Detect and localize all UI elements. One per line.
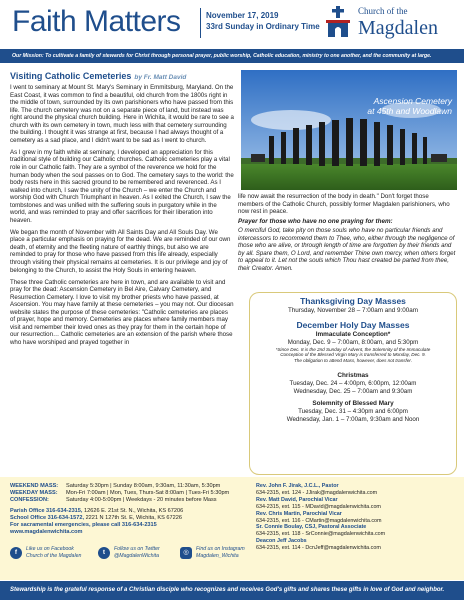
weekday-mass-row [10, 490, 229, 497]
article-continuation: life now await the resurrection of the body in death." Don't forget those members of the Catholic Church, possibly former Magdalen parishioners, who now rest in peace. [238, 193, 450, 216]
parish-office-label: Parish Office 316-634-2315, [10, 508, 83, 514]
ic-heading: Immaculate Conception* [315, 331, 391, 338]
instagram-line: Magdalen_Wichita [196, 552, 239, 559]
immaculate-conception-block [249, 331, 457, 363]
twitter-line: Follow us on Twitter [114, 546, 160, 552]
clergy-name: Rev. Chris Martin, Parochial Vicar [256, 510, 342, 517]
article-title-row [10, 71, 186, 83]
twitter-text [114, 546, 160, 559]
ic-times: Monday, Dec. 9 – 7:00am, 8:00am, and 5:30pm [287, 339, 419, 346]
weekend-mass-times: Saturday 5:30pm | Sunday 8:00am, 9:30am, 11:30am, 5:30pm [66, 483, 221, 489]
solemnity-mary-block [249, 400, 457, 423]
church-logo-icon [324, 6, 352, 38]
prayer-text: O merciful God, take pity on those souls who have no particular friends and intercessors to recommend them to Thee, who, either through the negligence of those who are alive, or through length of time are forgotten by their friends and by all. Spare them, O Lord, and remember Thine own mercy, when others forget to appeal to it. Let not the souls which Thou hast created be parted from thee, their Creator. Amen. [238, 227, 456, 272]
clergy-name: Deacon Jeff Jacobs [256, 538, 307, 545]
facebook-line: Church of the Magdalen [26, 552, 82, 559]
clergy-contact[interactable]: 634-2315, ext. 118 - SrConnie@magdalenwichita.com [256, 531, 386, 538]
mission-banner: Our Mission: To cultivate a family of stewards for Christ through personal prayer, public worship, Catholic education, ministry to one another, and the community at large. [0, 49, 464, 63]
article-byline: by Fr. Matt David [134, 74, 187, 81]
clergy-contact[interactable]: 634-2315, ext. 124 - JJirak@magdalenwichita.com [256, 489, 378, 496]
christmas-times: Wednesday, Dec. 25 – 7:00am and 9:30am [293, 387, 413, 395]
article-paragraph: As I grew in my faith while at seminary, I developed an appreciation for this traditional style of building our Catholic churches. Catholic cemeteries play a vital role in our Catholic faith. They are a symbol of the reverence we hold for the human body when the soul passes on to God. The cemetery says to the world: the body rests here in this sacred ground to be remembered and reverenced. As I walked into church, I saw the unity of the Church – we enter the Church and worship God with Church Triumphant in heaven. As I exited the Church, I saw the tombstones and was unified with the suffering souls in purgatory while in the world, and was reminded to pray and offer sacrifices for their liberation into heaven. [10, 148, 234, 224]
cemetery-photo [241, 70, 457, 190]
christmas-heading: Christmas [337, 372, 369, 379]
weekend-mass-row [10, 483, 220, 490]
clergy-directory [256, 483, 456, 552]
facebook-link[interactable] [10, 546, 90, 568]
instagram-line: Find us on Instagram [196, 546, 245, 552]
instagram-icon: ◎ [180, 547, 192, 559]
article-paragraph: We began the month of November with All Saints Day and All Souls Day. We place a particular emphasis on praying for the dead. We are reminded of our own death, of eternity and the fleeting nature of earthly things, but also we are reminded to pray for those who have passed from this life already, especially through visiting their physical remains at cemeteries. It is our privilege and joy of belonging to the Church, to assist the Holy Souls in entering heaven. [10, 228, 231, 274]
stewardship-banner: Stewardship is the grateful response of a Christian disciple who recognizes and receives God's gifts and shares these gifts in love of God and neighbor. [0, 581, 464, 600]
issue-date: November 17, 2019 [206, 11, 279, 20]
issue-date-block [206, 10, 320, 32]
instagram-link[interactable] [180, 546, 254, 568]
weekday-mass-times: Mon-Fri 7:00am | Mon, Tues, Thurs-Sat 8:00am | Tues-Fri 5:30pm [66, 490, 230, 496]
logo-name: Magdalen [358, 17, 438, 39]
weekend-mass-label: WEEKEND MASS: [10, 483, 59, 489]
holy-days-title: December Holy Day Masses [296, 320, 410, 330]
parish-office-address: 12626 E. 21st St. N., Wichita, KS 67206 [84, 508, 184, 514]
article-title: Visiting Catholic Cemeteries [10, 71, 132, 81]
article-paragraph: These three Catholic cemeteries are here in town, and are available to visit and pray for the dead: Ascension Cemetery in Bel Aire, Calvary Cemetery, and Resurrection Cemetery. I love to visit my brother priests who have passed, at Ascension. You may have family at these cemeteries – you may not. Our diocesan website states the purpose of these cemeteries: "Catholic cemeteries are places of prayer, hope and memory. Cemeteries are places where family members may visit and remember their loved ones as they pray for them in the certain hope of our resurrection… Catholic cemeteries are an extension of the parish where those who have worshiped and prayed together in [10, 278, 234, 346]
newsletter-header [0, 0, 464, 45]
confession-label: CONFESSION: [10, 497, 49, 503]
clergy-contact[interactable]: 634-2315, ext. 115 - MDavid@magdalenwichita.com [256, 503, 381, 510]
weekday-mass-label: WEEKDAY MASS: [10, 490, 58, 496]
instagram-text [196, 546, 245, 559]
thanksgiving-times: Thursday, November 28 – 7:00am and 9:00am [287, 307, 419, 314]
school-office-address: 2221 N 127th St. E, Wichita, KS 67226 [85, 515, 182, 521]
clergy-contact[interactable]: 634-2315, ext. 116 - CMartin@magdalenwichita.com [256, 517, 382, 524]
photo-caption [316, 96, 452, 116]
school-office-label: School Office 316-634-1572, [10, 515, 84, 521]
school-office-row [10, 515, 182, 522]
facebook-line: Like us on Facebook [26, 546, 74, 552]
prayer-heading: Prayer for those who have no one praying for them: [238, 218, 393, 225]
ic-note: The obligation to attend Mass, however, does not transfer. [293, 357, 413, 363]
mary-heading: Solemnity of Blessed Mary [312, 400, 394, 407]
mary-times: Tuesday, Dec. 31 – 4:30pm and 6:00pm [298, 408, 408, 415]
clergy-contact[interactable]: 634-2315, ext. 114 - DcnJeff@magdalenwichita.com [256, 545, 381, 552]
mary-times: Wednesday, Jan. 1 – 7:00am, 9:30am and Noon [286, 415, 420, 423]
emergency-line: For sacramental emergencies, please call 316-634-2315 [10, 522, 157, 528]
twitter-icon: t [98, 547, 110, 559]
photo-caption-line: Ascension Cemetery [373, 96, 452, 106]
logo-subtitle: Church of the [358, 6, 408, 16]
clergy-name: Rev. John F. Jirak, J.C.L., Pastor [256, 483, 339, 489]
confession-times: Saturday 4:00-5:00pm | Weekdays - 20 minutes before Mass [66, 497, 217, 503]
twitter-line: @MagdalenWichita [114, 552, 160, 559]
website-link[interactable]: www.magdalenwichita.com [10, 529, 83, 535]
facebook-text [26, 546, 81, 559]
christmas-times: Tuesday, Dec. 24 – 4:00pm, 6:00pm, 12:00am [289, 380, 417, 387]
clergy-name: Rev. Matt David, Parochial Vicar [256, 496, 338, 503]
clergy-name: Sr. Connie Boulay, CSJ, Pastoral Associate [256, 524, 367, 531]
cemetery-photo-image [241, 70, 457, 190]
confession-row [10, 497, 217, 504]
thanksgiving-title: Thanksgiving Day Masses [300, 296, 406, 306]
facebook-icon: f [10, 547, 22, 559]
ic-note: *Since Dec. 8 is the 2nd Sunday of Advent, the Solemnity of the Immaculate [275, 346, 431, 352]
liturgical-sunday: 33rd Sunday in Ordinary Time [206, 22, 320, 31]
parish-office-row [10, 508, 183, 515]
article-paragraph: I went to seminary at Mount St. Mary's Seminary in Emmitsburg, Maryland. On the East Coast, it was common to find a beautiful, old church from the 1800s right in the middle of town, surrounded by its own parishioners who have passed from this life. The church cemetery was not on a separate piece of land, but instead was right around the physical church building. Here in Wichita, it would be rare to see a church with its own cemetery in town, much less with that cemetery surrounding the building. I thought it was strange at first, because I had always thought of a cemetery as a sad place, and I didn't want to be sad as I went to church. [10, 84, 234, 144]
christmas-block [249, 372, 457, 395]
header-divider [200, 8, 201, 38]
ic-note: Conception of the Blessed Virgin Mary is transferred to Monday, Dec. 9. [280, 352, 426, 358]
photo-caption-line: at 45th and Woodlawn [367, 106, 452, 116]
twitter-link[interactable] [98, 546, 178, 568]
article-body [10, 84, 234, 351]
newsletter-title: Faith Matters [12, 5, 181, 38]
